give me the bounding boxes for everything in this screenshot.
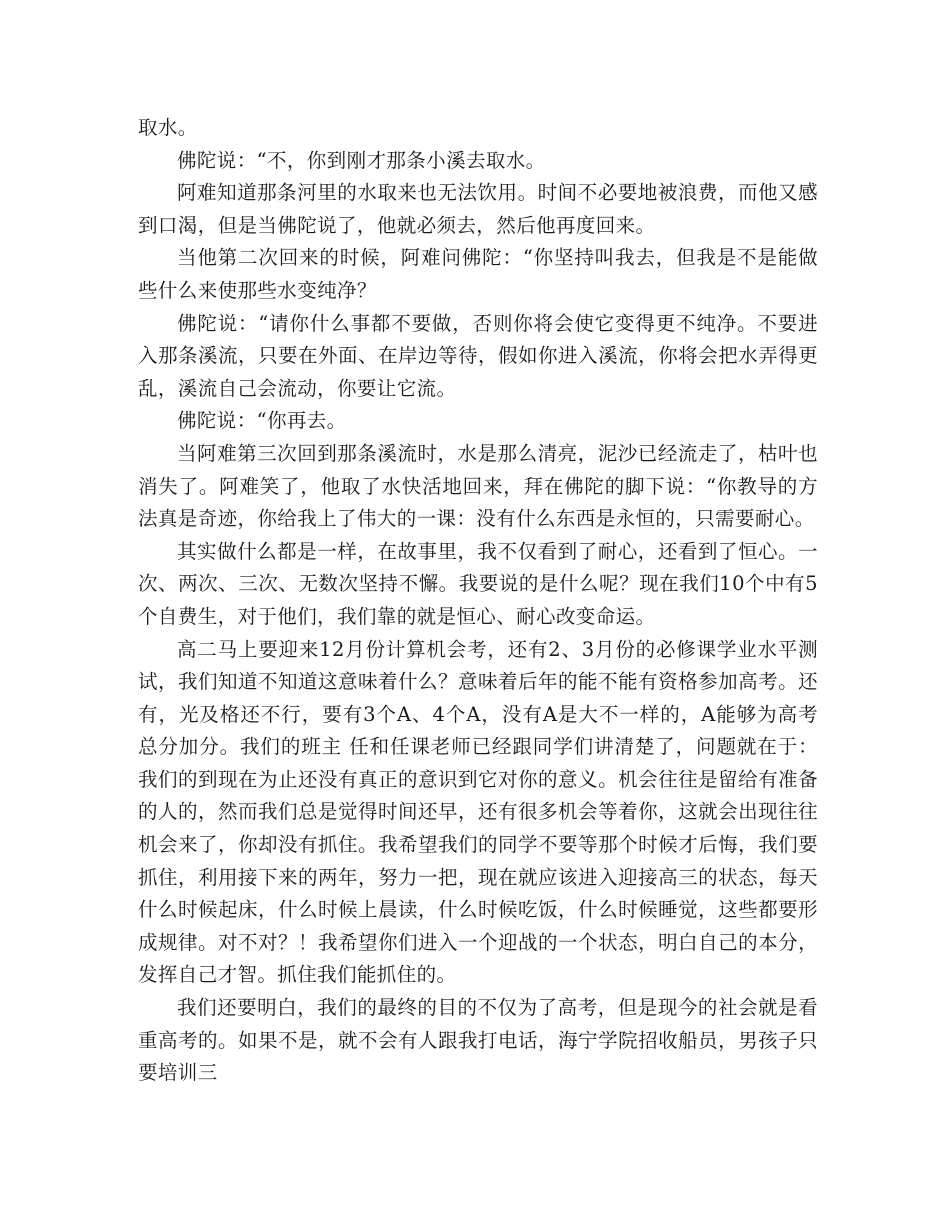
paragraph-exams: 高二马上要迎来12月份计算机会考，还有2、3月份的必修课学业水平测试，我们知道不知道这意味着什么？意味着后年的能不能有资格参加高考。还有，光及格还不行，要有3个A、4个A，没有A是大不一样的，A能够为高考总分加分。我们的班主 任和任课老师已经跟同学们讲清楚了，问题就在于：我们的到现在为止还没有真正的意识到它对你的意义。机会往往是留给有准备的人的，然而我们总是觉得时间还早，还有很多机会等着你，这就会出现往往机会来了，你却没有抓住。我希望我们的同学不要等那个时候才后悔，我们要抓住，利用接下来的两年，努力一把，现在就应该进入迎接高三的状态，每天什么时候起床，什么时候上晨读，什么时候吃饭，什么时候睡觉，这些都要形成规律。对不对？！我希望你们进入一个迎战的一个状态，明白自己的本分，发挥自己才智。抓住我们能抓住的。 — [138, 637, 818, 987]
paragraph-ananda-returns: 阿难知道那条河里的水取来也无法饮用。时间不必要地被浪费，而他又感到口渴，但是当佛陀说了，他就必须去，然后他再度回来。 — [138, 181, 818, 237]
paragraph-perseverance: 其实做什么都是一样，在故事里，我不仅看到了耐心，还看到了恒心。一次、两次、三次、无数次坚持不懈。我要说的是什么呢？现在我们10个中有5个自费生，对于他们，我们靠的就是恒心、耐心改变命运。 — [138, 539, 818, 628]
paragraph-third-return: 当阿难第三次回到那条溪流时，水是那么清亮，泥沙已经流走了，枯叶也消失了。阿难笑了，他取了水快活地回来，拜在佛陀的脚下说：“你教导的方法真是奇迹，你给我上了伟大的一课：没有什么东西是永恒的，只需要耐心。 — [138, 441, 818, 531]
paragraph-buddha-reply-2: 佛陀说：“请你什么事都不要做，否则你将会使它变得更不纯净。不要进入那条溪流，只要在外面、在岸边等待，假如你进入溪流，你将会把水弄得更乱，溪流自己会流动，你要让它流。 — [138, 311, 818, 400]
paragraph-buddha-reply-3: 佛陀说：“你再去。 — [177, 409, 347, 433]
paragraph-ananda-asks: 当他第二次回来的时候，阿难问佛陀：“你坚持叫我去，但我是不是能做些什么来使那些水变纯净？ — [138, 246, 818, 302]
paragraph-final-goal: 我们还要明白，我们的最终的目的不仅为了高考，但是现今的社会就是看重高考的。如果不是，就不会有人跟我打电话，海宁学院招收船员，男孩子只要培训三 — [138, 996, 818, 1085]
document-body — [138, 112, 818, 1090]
paragraph-continuation: 取水。 — [138, 116, 198, 139]
paragraph-buddha-reply-1: 佛陀说：“不，你到刚才那条小溪去取水。 — [177, 148, 546, 172]
